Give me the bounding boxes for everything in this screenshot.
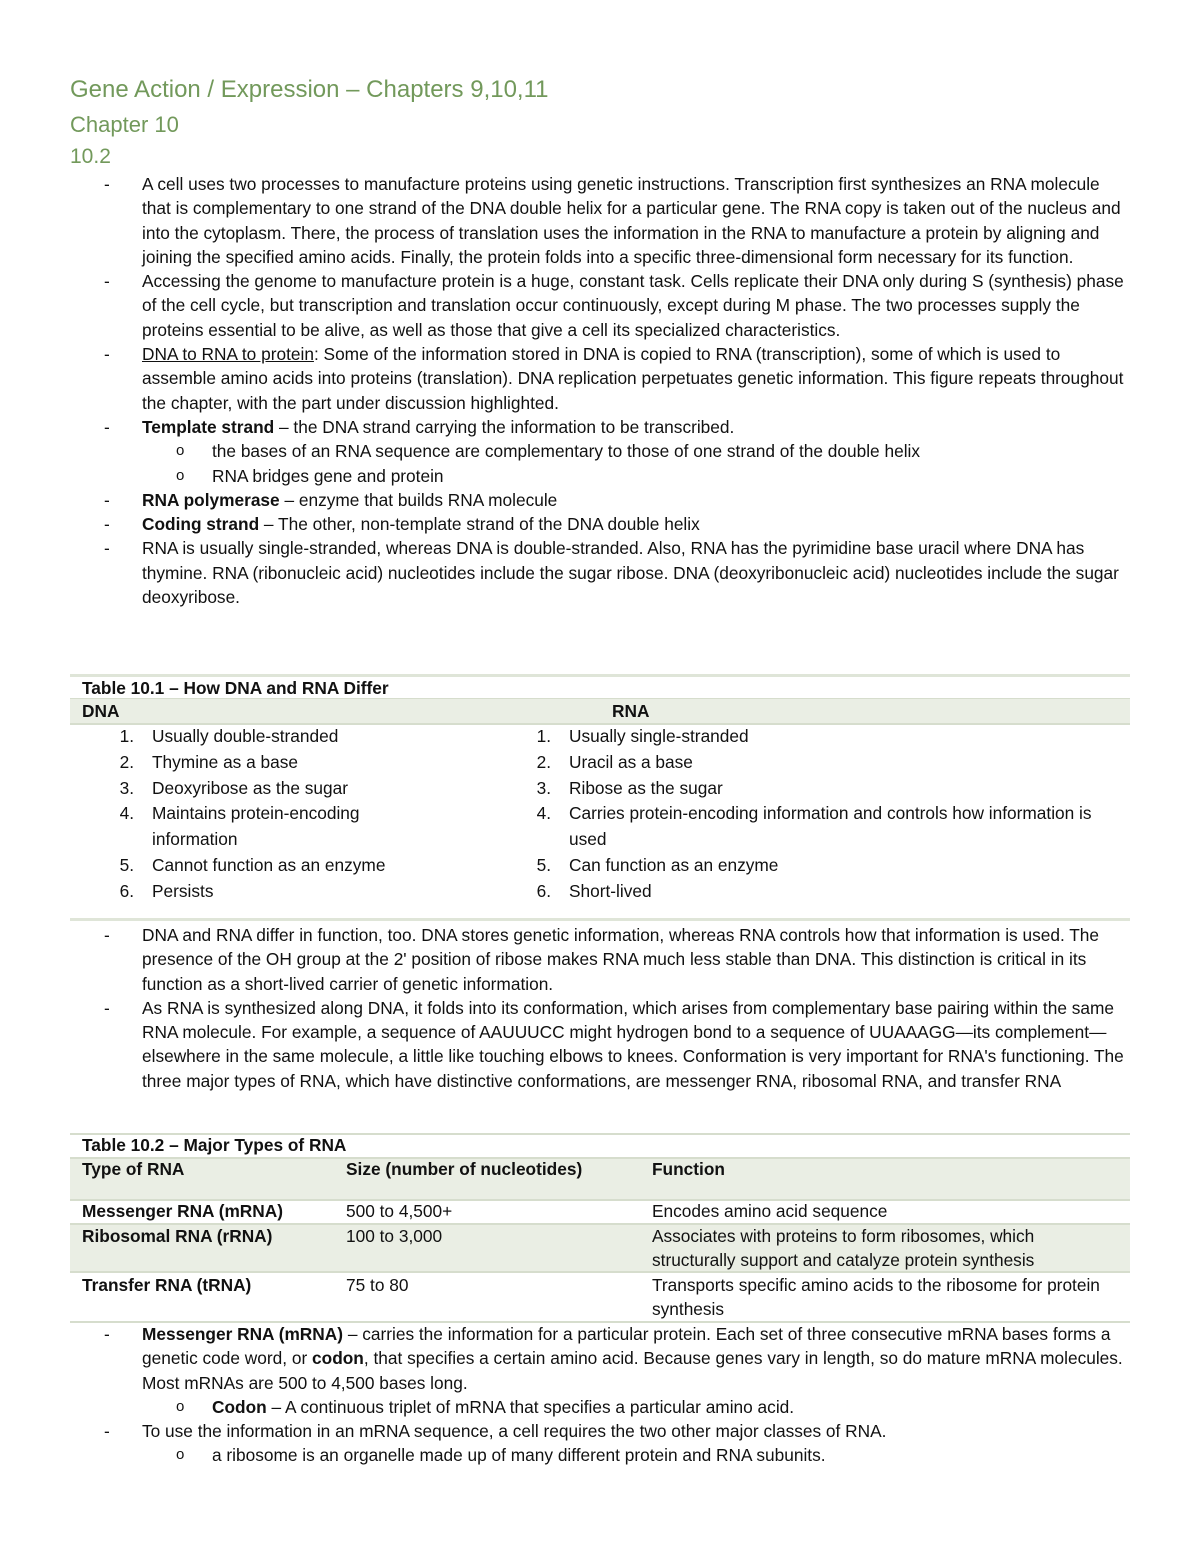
dash-marker: -: [104, 514, 110, 535]
table-title: Table 10.2 – Major Types of RNA: [82, 1135, 347, 1155]
term-bold: codon: [312, 1348, 364, 1369]
rna-property: Usually single-stranded: [569, 726, 749, 746]
sub-list-item: [0, 1395, 1132, 1419]
term-underlined: DNA to RNA to protein: [142, 344, 314, 365]
item-number: 3.: [536, 777, 551, 798]
column-header-size: Size (number of nucleotides): [346, 1159, 583, 1179]
list-item: [70, 724, 400, 750]
list-item: [487, 879, 1107, 905]
sub-marker: o: [176, 442, 185, 460]
item-number: 6.: [119, 880, 134, 901]
list-item: [487, 853, 1107, 879]
rna-property: Uracil as a base: [569, 751, 693, 772]
rna-function-cell: Associates with proteins to form ribosomes, which structurally support and catalyze protein synthesis: [652, 1226, 1035, 1271]
table-title: Table 10.1 – How DNA and RNA Differ: [82, 678, 389, 698]
sub-marker: o: [176, 466, 185, 484]
dash-marker: -: [104, 925, 110, 945]
item-number: 5.: [119, 854, 134, 875]
rna-size-cell: 500 to 4,500+: [346, 1201, 453, 1221]
rna-function-cell: Transports specific amino acids to the ribosome for protein synthesis: [652, 1275, 1100, 1320]
item-number: 3.: [119, 777, 134, 798]
list-item-text: To use the information in an mRNA sequence, a cell requires the two other major classes of RNA.: [142, 1421, 887, 1442]
rna-property: Carries protein-encoding information and controls how information is used: [569, 803, 1092, 850]
list-item-text: Accessing the genome to manufacture protein is a huge, constant task. Cells replicate their DNA only during S (synthesis) phase of the cell cycle, but transcription and translation occur continuously, except during M phase. The two processes supply the proteins essential to be alive, as well as those that give a cell its specialized characteristics.: [142, 271, 1124, 340]
dna-property: Thymine as a base: [152, 751, 299, 772]
list-item: [70, 776, 400, 802]
list-item-text: – enzyme that builds RNA molecule: [279, 489, 558, 510]
rna-property: Short-lived: [569, 880, 652, 901]
bullet-list-intro: [0, 172, 1132, 609]
term-bold: RNA polymerase: [142, 489, 280, 510]
table-rule: [70, 674, 1130, 677]
rna-type-cell: Transfer RNA (tRNA): [82, 1275, 252, 1295]
dna-property: Maintains protein-encoding information: [152, 803, 360, 850]
rna-size-cell: 100 to 3,000: [346, 1226, 443, 1246]
list-item: [487, 776, 1107, 802]
term-bold: Codon: [212, 1396, 267, 1417]
item-number: 6.: [536, 880, 551, 901]
rna-property: Can function as an enzyme: [569, 854, 779, 875]
term-bold: Template strand: [142, 416, 275, 437]
dash-marker: -: [104, 1421, 110, 1442]
item-number: 1.: [119, 726, 134, 746]
list-item-text: , that specifies a certain amino acid. Because genes vary in length, so do mature mRNA molecules. Most mRNAs are 500 to 4,500 bases long.: [142, 1348, 1123, 1393]
list-item: [0, 512, 1132, 536]
item-number: 5.: [536, 854, 551, 875]
dash-marker: -: [104, 1324, 110, 1344]
list-item: [70, 801, 400, 853]
list-item-text: RNA is usually single-stranded, whereas DNA is double-stranded. Also, RNA has the pyrimidine base uracil where DNA has thymine. RNA (ribonucleic acid) nucleotides include the sugar ribose. DNA (deoxyribonucleic acid) nucleotides include the sugar deoxyribose.: [142, 538, 1119, 608]
item-number: 4.: [119, 803, 134, 824]
list-item: [0, 1419, 1132, 1443]
table-header-row: [70, 1157, 1130, 1199]
list-item-text: – carries the information for a particular protein. Each set of three consecutive mRNA bases forms a genetic code word, or: [142, 1324, 1111, 1369]
chapter-heading: Chapter 10: [70, 112, 179, 137]
list-item: [70, 853, 400, 879]
bullet-list-mrna: [0, 1322, 1132, 1468]
list-item-text: the bases of an RNA sequence are complementary to those of one strand of the double helix: [212, 441, 921, 462]
dash-marker: -: [104, 489, 110, 510]
dna-property: Persists: [152, 880, 214, 901]
bullet-list-function: [0, 923, 1132, 1093]
term-bold: Coding strand: [142, 514, 260, 535]
list-item: [487, 801, 1107, 853]
dash-marker: -: [104, 416, 110, 437]
item-number: 2.: [119, 751, 134, 772]
section-heading: 10.2: [70, 145, 111, 168]
sub-marker: o: [176, 1397, 185, 1415]
dash-marker: -: [104, 174, 110, 194]
rna-property-list: [487, 724, 1107, 905]
rna-property: Ribose as the sugar: [569, 777, 723, 798]
list-item-text: DNA and RNA differ in function, too. DNA stores genetic information, whereas RNA controls how that information is used. The presence of the OH group at the 2' position of ribose makes RNA much less stable than DNA. This distinction is critical in its function as a short-lived carrier of genetic information.: [142, 925, 1100, 994]
column-header-dna: DNA: [82, 701, 120, 721]
list-item: [0, 536, 1132, 609]
list-item: [0, 415, 1132, 439]
rna-type-cell: Ribosomal RNA (rRNA): [82, 1226, 273, 1246]
table-header-row: [70, 698, 1130, 725]
list-item-text: – A continuous triplet of mRNA that specifies a particular amino acid.: [266, 1396, 795, 1417]
rna-type-cell: Messenger RNA (mRNA): [82, 1201, 284, 1221]
document-title: Gene Action / Expression – Chapters 9,10,11: [70, 76, 549, 103]
list-item-text: a ribosome is an organelle made up of many different protein and RNA subunits.: [212, 1445, 826, 1466]
list-item: [0, 488, 1132, 512]
dna-property: Deoxyribose as the sugar: [152, 777, 348, 798]
list-item: [0, 172, 1132, 269]
sub-list-item: [0, 1443, 1132, 1467]
column-header-rna: RNA: [612, 701, 650, 721]
list-item: [70, 879, 400, 905]
column-header-type: Type of RNA: [82, 1159, 185, 1179]
column-header-function: Function: [652, 1159, 725, 1179]
item-number: 4.: [536, 803, 551, 824]
list-item: [487, 724, 1107, 750]
list-item-text: RNA bridges gene and protein: [212, 465, 444, 486]
sub-marker: o: [176, 1446, 185, 1464]
rna-function-cell: Encodes amino acid sequence: [652, 1201, 888, 1221]
dna-property: Usually double-stranded: [152, 726, 339, 746]
list-item: [0, 996, 1132, 1093]
list-item: [0, 1322, 1132, 1395]
table-rule: [70, 918, 1130, 921]
term-bold: Messenger RNA (mRNA): [142, 1324, 344, 1344]
list-item: [0, 923, 1132, 996]
table-rule: [70, 1157, 1130, 1159]
item-number: 1.: [536, 726, 551, 746]
rna-size-cell: 75 to 80: [346, 1275, 409, 1295]
sub-list-item: [0, 464, 1132, 488]
dash-marker: -: [104, 271, 110, 292]
list-item: [487, 750, 1107, 776]
dash-marker: -: [104, 997, 110, 1018]
list-item-text: – The other, non-template strand of the DNA double helix: [259, 514, 700, 535]
dna-property: Cannot function as an enzyme: [152, 854, 386, 875]
item-number: 2.: [536, 751, 551, 772]
dash-marker: -: [104, 538, 110, 559]
list-item: [0, 269, 1132, 342]
list-item: [70, 750, 400, 776]
dash-marker: -: [104, 344, 110, 365]
list-item-text: – the DNA strand carrying the information to be transcribed.: [274, 416, 735, 437]
dna-property-list: [70, 724, 400, 905]
sub-list-item: [0, 439, 1132, 463]
list-item-text: As RNA is synthesized along DNA, it folds into its conformation, which arises from complementary base pairing within the same RNA molecule. For example, a sequence of AAUUUCC might hydrogen bond to a sequence of UUAAAGG—its complement—elsewhere in the same molecule, a little like touching elbows to knees. Conformation is very important for RNA's functioning. The three major types of RNA, which have distinctive conformations, are messenger RNA, ribosomal RNA, and transfer RNA: [142, 997, 1124, 1091]
list-item: [0, 342, 1132, 415]
list-item-text: A cell uses two processes to manufacture proteins using genetic instructions. Transcription first synthesizes an RNA molecule that is complementary to one strand of the DNA double helix for a particular gene. The RNA copy is taken out of the nucleus and into the cytoplasm. There, the process of translation uses the information in the RNA to manufacture a protein by aligning and joining the specified amino acids. Finally, the protein folds into a specific three-dimensional form necessary for its function.: [142, 174, 1121, 267]
list-item-text: : Some of the information stored in DNA is copied to RNA (transcription), some of which is used to assemble amino acids into proteins (translation). DNA replication perpetuates genetic information. This figure repeats throughout the chapter, with the part under discussion highlighted.: [142, 344, 1124, 413]
